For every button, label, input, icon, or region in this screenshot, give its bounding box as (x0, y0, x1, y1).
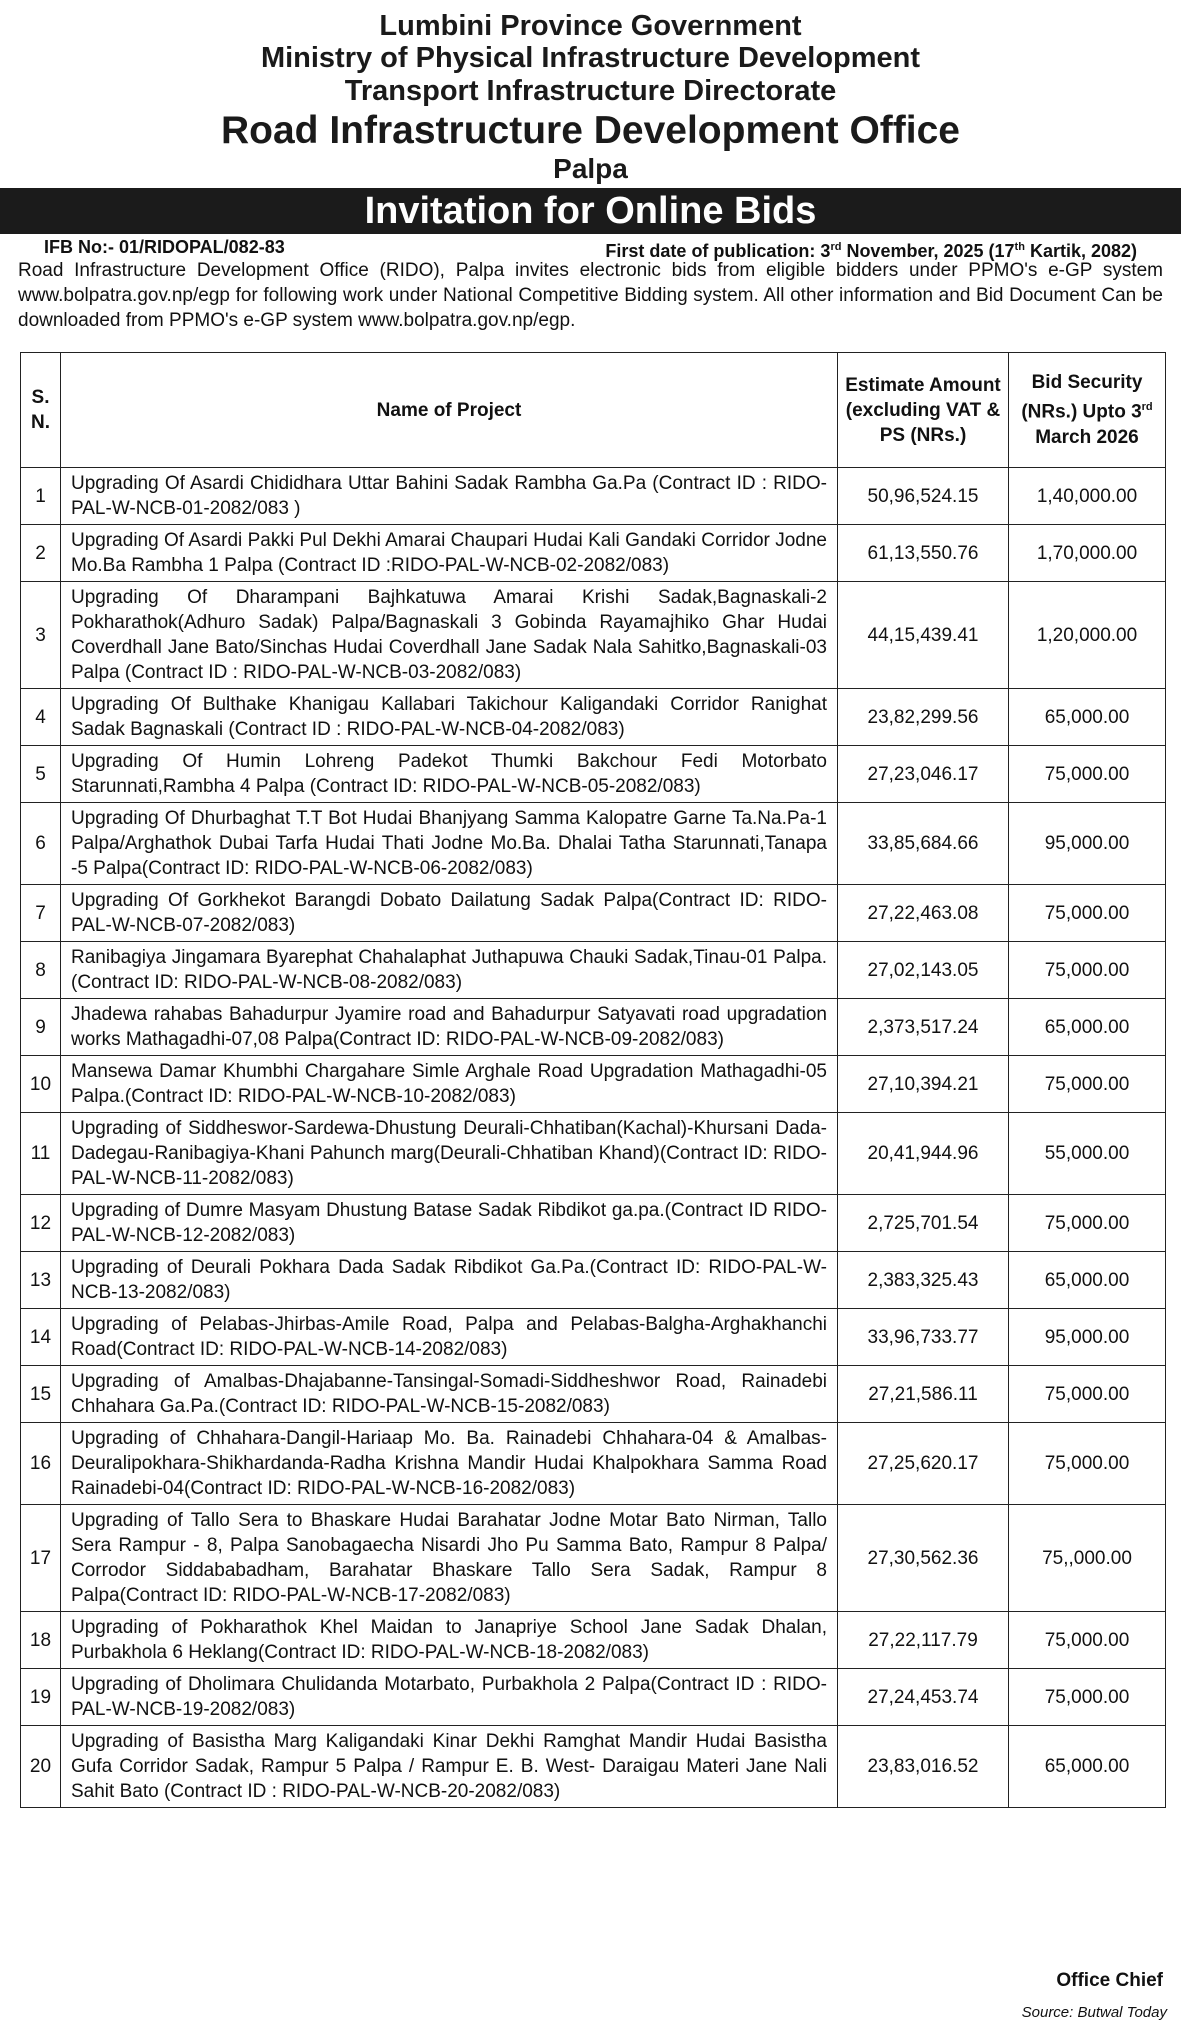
cell-bid-security: 65,000.00 (1009, 1252, 1166, 1309)
cell-bid-security: 75,000.00 (1009, 1195, 1166, 1252)
table-row (21, 1505, 1166, 1612)
header-bid-security: Bid Security (NRs.) Upto 3rd March 2026 (1009, 353, 1166, 468)
cell-project-name: Upgrading Of Humin Lohreng Padekot Thumki Bakchour Fedi Motorbato Starunnati,Rambha 4 Palpa (Contract ID: RIDO-PAL-W-NCB-05-2082/083) (61, 746, 838, 803)
cell-estimate: 27,23,046.17 (838, 746, 1009, 803)
table-row (21, 582, 1166, 689)
cell-estimate: 2,725,701.54 (838, 1195, 1009, 1252)
cell-sn: 7 (21, 885, 61, 942)
ifb-number: IFB No:- 01/RIDOPAL/082-83 (44, 237, 285, 258)
cell-sn: 9 (21, 999, 61, 1056)
table-row (21, 885, 1166, 942)
cell-project-name: Upgrading of Pokharathok Khel Maidan to Janapriye School Jane Sadak Dhalan, Purbakhola 6 Heklang(Contract ID: RIDO-PAL-W-NCB-18-2082/083) (61, 1612, 838, 1669)
cell-bid-security: 75,000.00 (1009, 1366, 1166, 1423)
table-row (21, 525, 1166, 582)
cell-estimate: 27,02,143.05 (838, 942, 1009, 999)
cell-bid-security: 75,000.00 (1009, 746, 1166, 803)
header-project-name: Name of Project (61, 353, 838, 468)
cell-bid-security: 75,000.00 (1009, 1423, 1166, 1505)
cell-bid-security: 75,,000.00 (1009, 1505, 1166, 1612)
header-sn: S. N. (21, 353, 61, 468)
cell-sn: 17 (21, 1505, 61, 1612)
cell-project-name: Upgrading Of Asardi Pakki Pul Dekhi Amarai Chaupari Hudai Kali Gandaki Corridor Jodne Mo.Ba Rambha 1 Palpa (Contract ID :RIDO-PAL-W-NCB-02-2082/083) (61, 525, 838, 582)
cell-sn: 12 (21, 1195, 61, 1252)
table-row (21, 1423, 1166, 1505)
cell-bid-security: 1,70,000.00 (1009, 525, 1166, 582)
cell-project-name: Upgrading of Pelabas-Jhirbas-Amile Road, Palpa and Pelabas-Balgha-Arghakhanchi Road(Contract ID: RIDO-PAL-W-NCB-14-2082/083) (61, 1309, 838, 1366)
cell-sn: 10 (21, 1056, 61, 1113)
cell-sn: 16 (21, 1423, 61, 1505)
header-directorate: Transport Infrastructure Directorate (344, 74, 837, 107)
cell-sn: 18 (21, 1612, 61, 1669)
intro-paragraph: Road Infrastructure Development Office (RIDO), Palpa invites electronic bids from eligible bidders under PPMO's e-GP system www.bolpatra.gov.np/egp for following work under National Competitive Bidding system. All other information and Bid Document Can be downloaded from PPMO's e-GP system www.bolpatra.gov.np/egp. (18, 260, 1163, 332)
header-ministry: Ministry of Physical Infrastructure Development (260, 42, 921, 75)
cell-sn: 4 (21, 689, 61, 746)
table-row (21, 689, 1166, 746)
table-header-row (21, 353, 1166, 468)
table-row (21, 468, 1166, 525)
cell-bid-security: 1,20,000.00 (1009, 582, 1166, 689)
cell-estimate: 33,85,684.66 (838, 803, 1009, 885)
cell-bid-security: 65,000.00 (1009, 689, 1166, 746)
cell-project-name: Upgrading of Dumre Masyam Dhustung Batase Sadak Ribdikot ga.pa.(Contract ID RIDO-PAL-W-NCB-12-2082/083) (61, 1195, 838, 1252)
cell-bid-security: 65,000.00 (1009, 1726, 1166, 1808)
cell-sn: 1 (21, 468, 61, 525)
table-row (21, 942, 1166, 999)
cell-estimate: 44,15,439.41 (838, 582, 1009, 689)
table-row (21, 1612, 1166, 1669)
cell-estimate: 2,383,325.43 (838, 1252, 1009, 1309)
table-row (21, 999, 1166, 1056)
cell-estimate: 27,21,586.11 (838, 1366, 1009, 1423)
table-row (21, 1056, 1166, 1113)
cell-project-name: Upgrading Of Dhurbaghat T.T Bot Hudai Bhanjyang Samma Kalopatre Garne Ta.Na.Pa-1 Palpa/Arghathok Dubai Tarfa Hudai Thati Jodne Mo.Ba. Dhalai Tatha Starunnati,Tanapa -5 Palpa(Contract ID: RIDO-PAL-W-NCB-06-2082/083) (61, 803, 838, 885)
cell-estimate: 23,82,299.56 (838, 689, 1009, 746)
cell-project-name: Upgrading Of Asardi Chididhara Uttar Bahini Sadak Rambha Ga.Pa (Contract ID : RIDO-PAL-W-NCB-01-2082/083 ) (61, 468, 838, 525)
cell-bid-security: 1,40,000.00 (1009, 468, 1166, 525)
cell-bid-security: 75,000.00 (1009, 1056, 1166, 1113)
cell-estimate: 2,373,517.24 (838, 999, 1009, 1056)
cell-project-name: Jhadewa rahabas Bahadurpur Jyamire road and Bahadurpur Satyavati road upgradation works Mathagadhi-07,08 Palpa(Contract ID: RIDO-PAL-W-NCB-09-2082/083) (61, 999, 838, 1056)
cell-project-name: Mansewa Damar Khumbhi Chargahare Simle Arghale Road Upgradation Mathagadhi-05 Palpa.(Contract ID: RIDO-PAL-W-NCB-10-2082/083) (61, 1056, 838, 1113)
cell-estimate: 27,24,453.74 (838, 1669, 1009, 1726)
notice-header (0, 0, 1181, 184)
notice-banner: Invitation for Online Bids (0, 188, 1181, 234)
cell-bid-security: 75,000.00 (1009, 1669, 1166, 1726)
cell-sn: 13 (21, 1252, 61, 1309)
cell-project-name: Ranibagiya Jingamara Byarephat Chahalaphat Juthapuwa Chauki Sadak,Tinau-01 Palpa.(Contract ID: RIDO-PAL-W-NCB-08-2082/083) (61, 942, 838, 999)
cell-estimate: 27,22,117.79 (838, 1612, 1009, 1669)
cell-bid-security: 95,000.00 (1009, 1309, 1166, 1366)
cell-sn: 3 (21, 582, 61, 689)
cell-sn: 20 (21, 1726, 61, 1808)
table-row (21, 1252, 1166, 1309)
cell-project-name: Upgrading Of Bulthake Khanigau Kallabari Takichour Kaligandaki Corridor Ranighat Sadak Bagnaskali (Contract ID : RIDO-PAL-W-NCB-04-2082/083) (61, 689, 838, 746)
cell-sn: 19 (21, 1669, 61, 1726)
cell-project-name: Upgrading of Tallo Sera to Bhaskare Hudai Barahatar Jodne Motar Bato Nirman, Tallo Sera Rampur - 8, Palpa Sanobagaecha Nisardi Jho Pu Samma Bato, Rampur 8 Palpa/ Corrodor Siddababadham, Barahatar Bhaskare Tallo Sera Sadak, Rampur 8 Palpa(Contract ID: RIDO-PAL-W-NCB-17-2082/083) (61, 1505, 838, 1612)
cell-bid-security: 55,000.00 (1009, 1113, 1166, 1195)
header-office: Road Infrastructure Development Office (221, 109, 960, 153)
cell-estimate: 27,22,463.08 (838, 885, 1009, 942)
table-row (21, 1726, 1166, 1808)
office-chief-signature: Office Chief (1056, 1970, 1163, 1991)
cell-estimate: 33,96,733.77 (838, 1309, 1009, 1366)
table-row (21, 1113, 1166, 1195)
cell-bid-security: 75,000.00 (1009, 885, 1166, 942)
cell-sn: 2 (21, 525, 61, 582)
table-body (21, 468, 1166, 1808)
header-location: Palpa (553, 153, 628, 185)
cell-bid-security: 95,000.00 (1009, 803, 1166, 885)
cell-project-name: Upgrading of Dholimara Chulidanda Motarbato, Purbakhola 2 Palpa(Contract ID : RIDO-PAL-W-NCB-19-2082/083) (61, 1669, 838, 1726)
cell-estimate: 27,10,394.21 (838, 1056, 1009, 1113)
cell-estimate: 27,25,620.17 (838, 1423, 1009, 1505)
cell-sn: 14 (21, 1309, 61, 1366)
cell-sn: 11 (21, 1113, 61, 1195)
cell-bid-security: 75,000.00 (1009, 942, 1166, 999)
source-credit: Source: Butwal Today (1021, 2004, 1167, 2021)
cell-project-name: Upgrading of Siddheswor-Sardewa-Dhustung Deurali-Chhatiban(Kachal)-Khursani Dada-Dadegau-Ranibagiya-Khani Pahunch marg(Deurali-Chhatiban Khand)(Contract ID: RIDO-PAL-W-NCB-11-2082/083) (61, 1113, 838, 1195)
cell-project-name: Upgrading of Amalbas-Dhajabanne-Tansingal-Somadi-Siddheshwor Road, Rainadebi Chhahara Ga.Pa.(Contract ID: RIDO-PAL-W-NCB-15-2082/083) (61, 1366, 838, 1423)
cell-estimate: 27,30,562.36 (838, 1505, 1009, 1612)
table-row (21, 746, 1166, 803)
cell-estimate: 61,13,550.76 (838, 525, 1009, 582)
cell-sn: 6 (21, 803, 61, 885)
cell-estimate: 23,83,016.52 (838, 1726, 1009, 1808)
cell-bid-security: 65,000.00 (1009, 999, 1166, 1056)
cell-sn: 8 (21, 942, 61, 999)
cell-estimate: 50,96,524.15 (838, 468, 1009, 525)
table-row (21, 1366, 1166, 1423)
cell-project-name: Upgrading of Basistha Marg Kaligandaki Kinar Dekhi Ramghat Mandir Hudai Basistha Gufa Corridor Sadak, Rampur 5 Palpa / Rampur E. B. West- Daraigau Materi Jane Nali Sahit Bato (Contract ID : RIDO-PAL-W-NCB-20-2082/083) (61, 1726, 838, 1808)
header-estimate: Estimate Amount (excluding VAT & PS (NRs.) (838, 353, 1009, 468)
cell-bid-security: 75,000.00 (1009, 1612, 1166, 1669)
cell-project-name: Upgrading Of Gorkhekot Barangdi Dobato Dailatung Sadak Palpa(Contract ID: RIDO-PAL-W-NCB-07-2082/083) (61, 885, 838, 942)
table-row (21, 1195, 1166, 1252)
cell-project-name: Upgrading of Chhahara-Dangil-Hariaap Mo. Ba. Rainadebi Chhahara-04 & Amalbas-Deuralipokhara-Shikhardanda-Radha Krishna Mandir Hudai Khalpokhara Samma Road Rainadebi-04(Contract ID: RIDO-PAL-W-NCB-16-2082/083) (61, 1423, 838, 1505)
cell-project-name: Upgrading Of Dharampani Bajhkatuwa Amarai Krishi Sadak,Bagnaskali-2 Pokharathok(Adhuro Sadak) Palpa/Bagnaskali 3 Gobinda Rayamajhiko Ghar Hudai Coverdhall Jane Bato/Sinchas Hudai Coverdhall Jane Sadak Nala Sahitko,Bagnaskali-03 Palpa (Contract ID : RIDO-PAL-W-NCB-03-2082/083) (61, 582, 838, 689)
publication-date: First date of publication: 3rd November, 2025 (17th Kartik, 2082) (605, 241, 1137, 262)
projects-table (20, 352, 1166, 1808)
ifb-row (0, 234, 1181, 262)
cell-sn: 15 (21, 1366, 61, 1423)
table-row (21, 803, 1166, 885)
cell-sn: 5 (21, 746, 61, 803)
table-row (21, 1309, 1166, 1366)
cell-project-name: Upgrading of Deurali Pokhara Dada Sadak Ribdikot Ga.Pa.(Contract ID: RIDO-PAL-W-NCB-13-2082/083) (61, 1252, 838, 1309)
cell-estimate: 20,41,944.96 (838, 1113, 1009, 1195)
table-row (21, 1669, 1166, 1726)
header-province: Lumbini Province Government (379, 10, 802, 42)
